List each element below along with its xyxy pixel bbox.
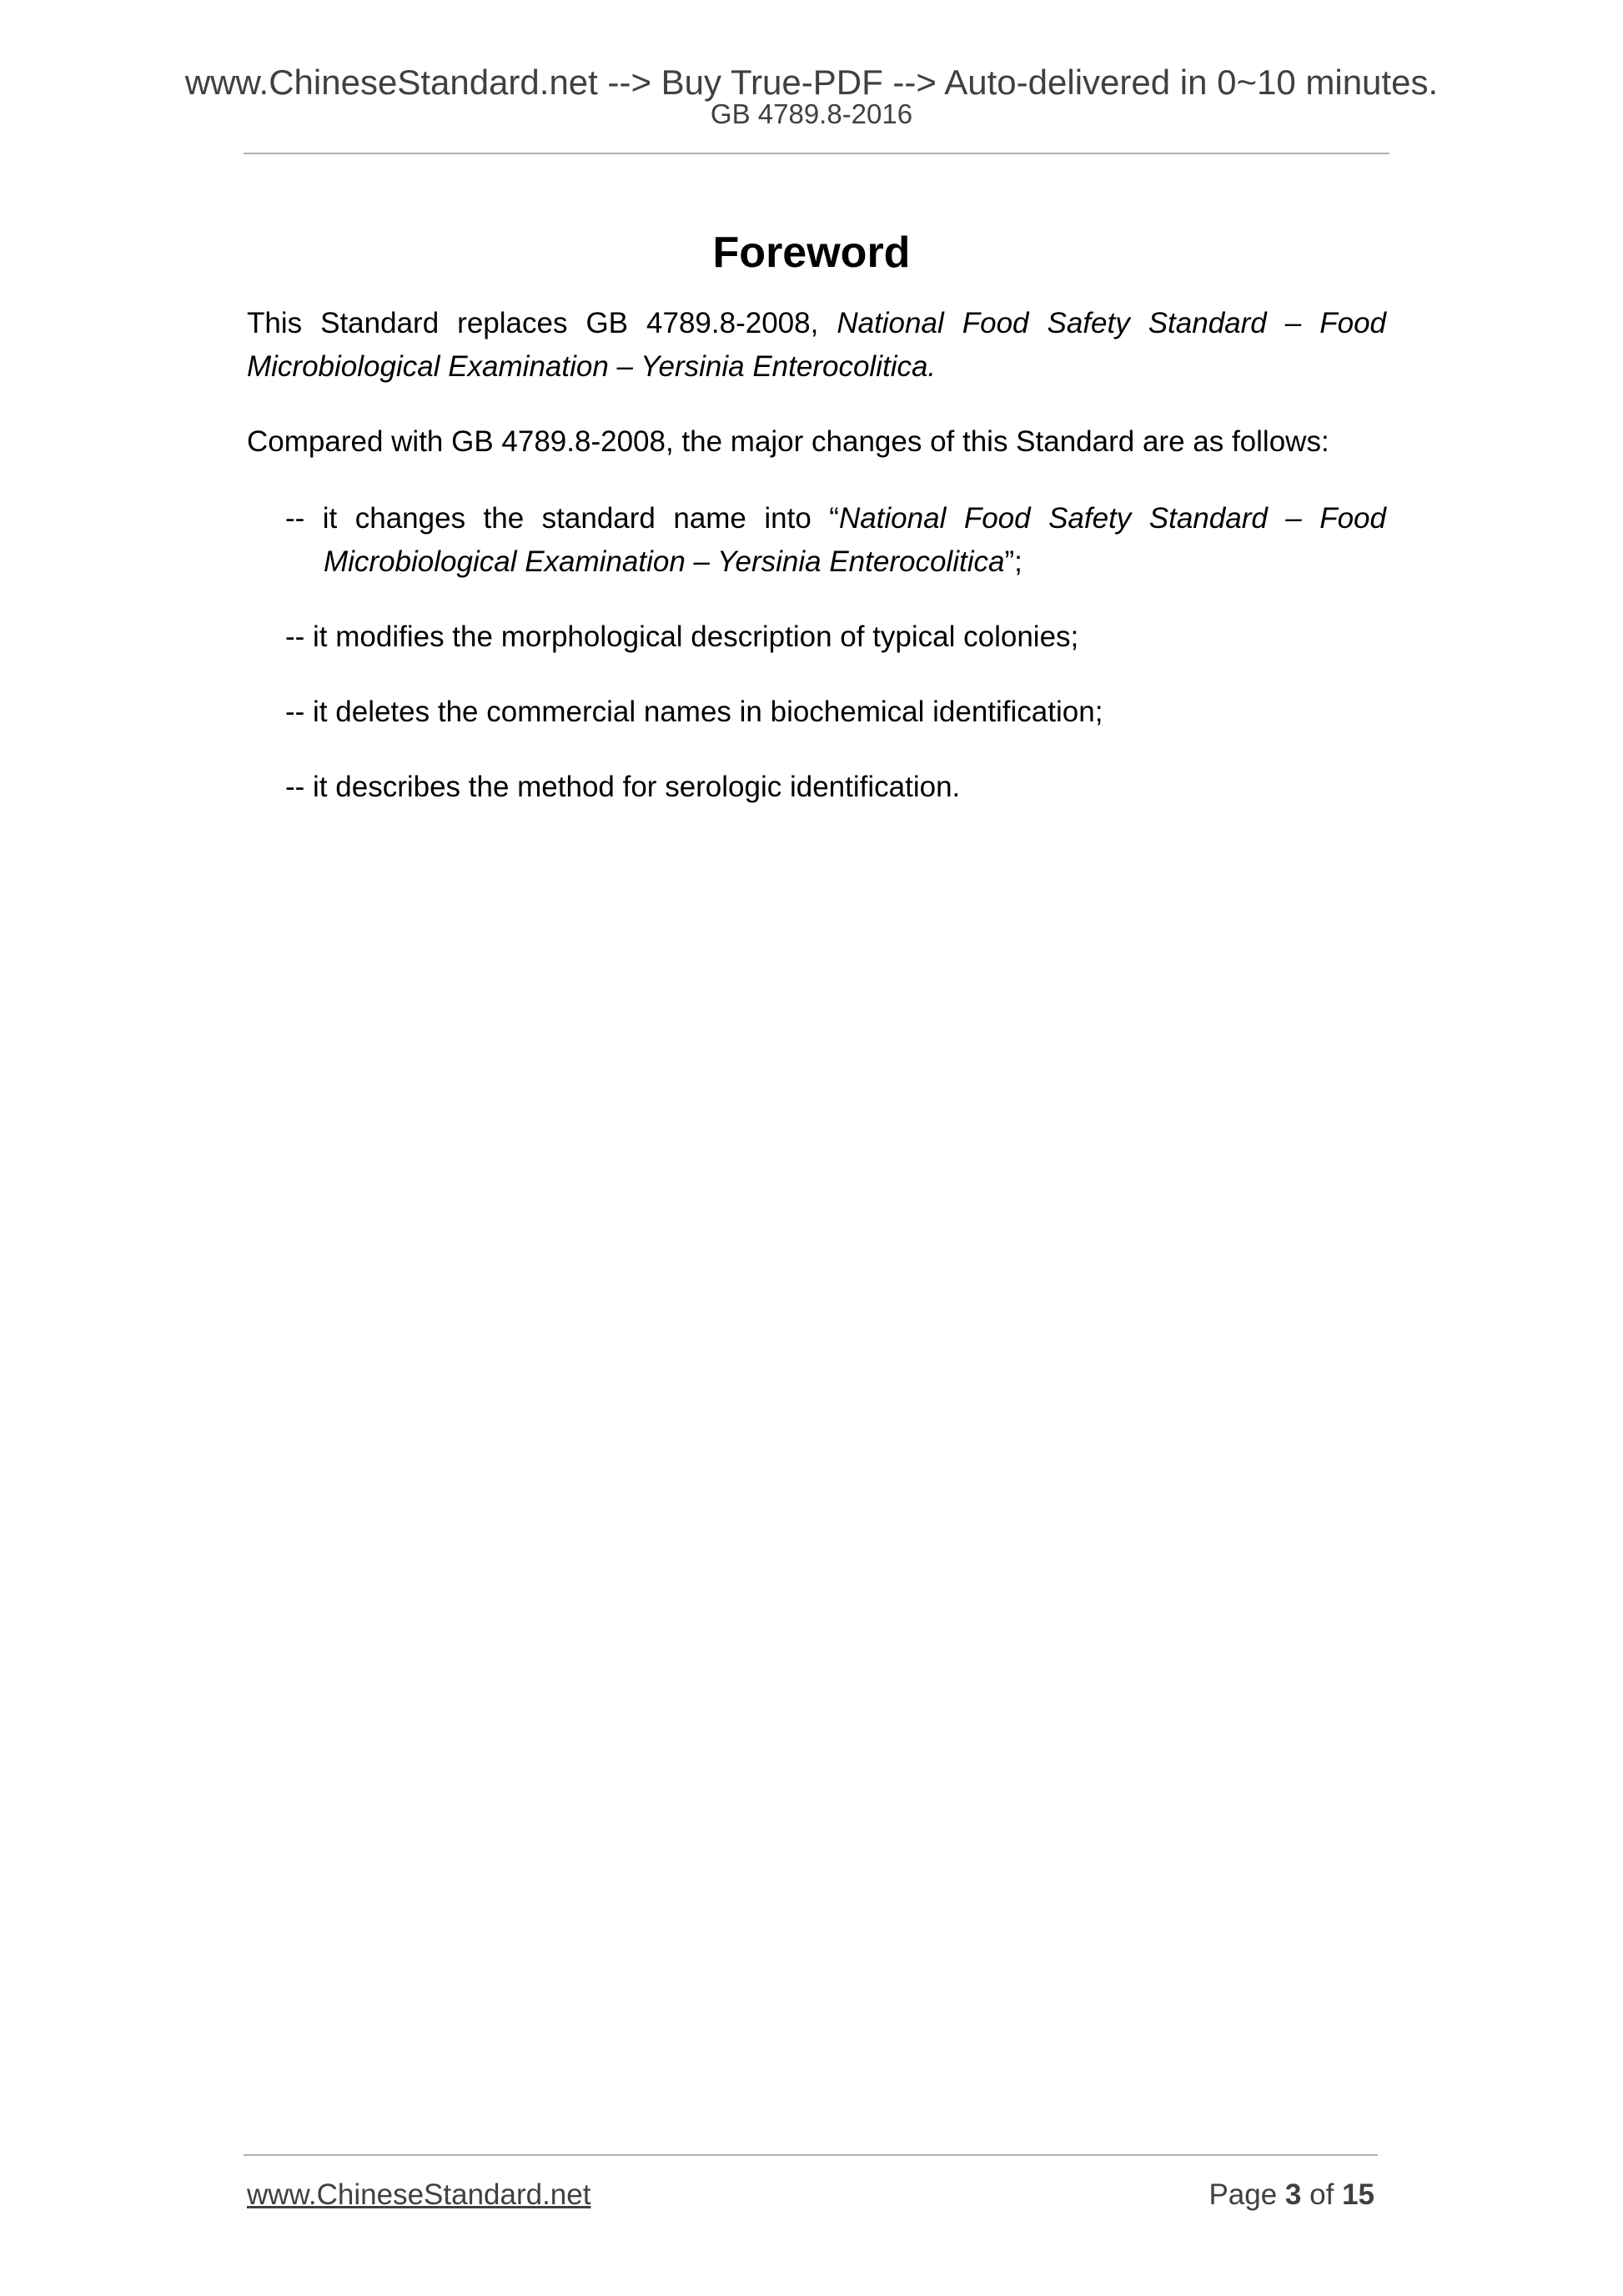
change-item-serologic: -- it describes the method for serologic identification. — [285, 771, 961, 803]
replacement-text: This Standard replaces GB 4789.8-2008, — [247, 307, 837, 339]
foreword-content — [247, 302, 1386, 809]
footer-site-link[interactable]: www.ChineseStandard.net — [247, 2178, 591, 2211]
page-current: 3 — [1284, 2178, 1302, 2211]
change-item-suffix: ”; — [1004, 545, 1023, 578]
page-title: Foreword — [712, 228, 911, 277]
change-item-commercial-names: -- it deletes the commercial names in biochemical identification; — [285, 696, 1103, 728]
document-id: GB 4789.8-2016 — [710, 98, 913, 129]
change-item-name — [285, 497, 1386, 584]
footer-divider — [244, 2154, 1378, 2156]
page-word: Page — [1208, 2178, 1278, 2211]
changes-list — [285, 497, 1386, 809]
new-standard-title: National Food Safety Standard – Food Microbiological Examination – Yersinia Enterocolitica — [324, 502, 1386, 578]
page-of: of — [1309, 2178, 1334, 2211]
replaced-standard-title: National Food Safety Standard – Food Microbiological Examination – Yersinia Enterocolitica. — [247, 307, 1386, 383]
header-banner: www.ChineseStandard.net --> Buy True-PDF --> Auto-delivered in 0~10 minutes. — [184, 63, 1439, 102]
header-divider — [244, 153, 1389, 154]
changes-intro-paragraph: Compared with GB 4789.8-2008, the major changes of this Standard are as follows: — [247, 425, 1329, 458]
replacement-paragraph — [247, 302, 1386, 389]
change-item-text: -- it changes the standard name into “ — [285, 502, 839, 535]
change-item-colonies: -- it modifies the morphological description of typical colonies; — [285, 620, 1079, 653]
page-number — [1208, 2180, 1374, 2209]
page-total: 15 — [1342, 2178, 1374, 2211]
